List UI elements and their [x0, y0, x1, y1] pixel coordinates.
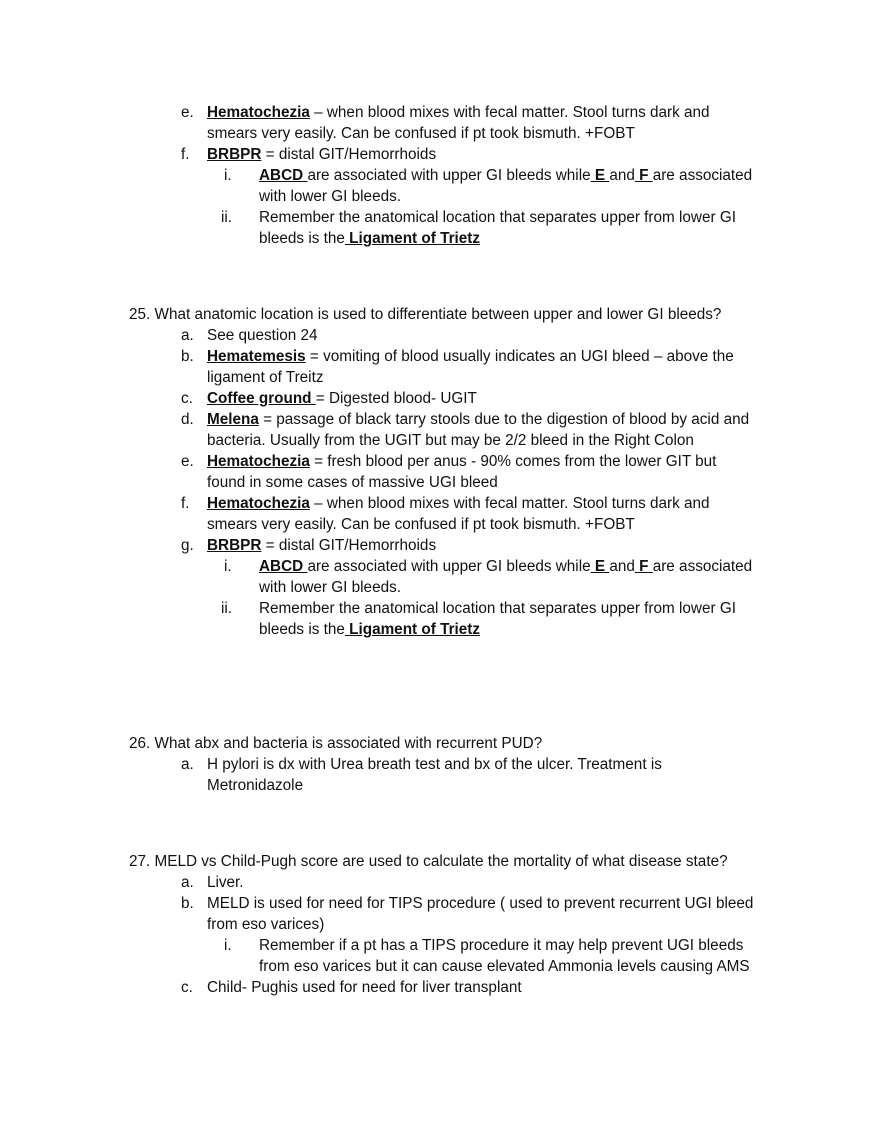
term: Hematochezia — [207, 104, 310, 121]
list-item-text — [207, 102, 710, 123]
item-text: bleeds is the — [259, 230, 345, 247]
list-item-text — [259, 228, 480, 249]
list-item-text: Remember the anatomical location that separates upper from lower GI — [259, 600, 736, 617]
list-marker: c. — [181, 390, 193, 407]
list-item-text: bacteria. Usually from the UGIT but may be 2/2 bleed in the Right Colon — [207, 432, 694, 449]
item-text: are associated with upper GI bleeds while — [307, 558, 591, 575]
list-item-text — [207, 388, 477, 409]
question-26: 26. What abx and bacteria is associated with recurrent PUD? — [129, 735, 543, 752]
term: BRBPR — [207, 146, 262, 163]
term: F — [634, 167, 653, 184]
list-marker: a. — [181, 874, 194, 891]
list-item-text: smears very easily. Can be confused if pt took bismuth. +FOBT — [207, 516, 635, 533]
term: Hematemesis — [207, 348, 306, 365]
list-item-text: Remember if a pt has a TIPS procedure it may help prevent UGI bleeds — [259, 937, 744, 954]
list-marker: i. — [224, 937, 232, 954]
list-item-text: H pylori is dx with Urea breath test and bx of the ulcer. Treatment is — [207, 756, 662, 773]
list-marker: b. — [181, 348, 194, 365]
item-text: and — [609, 558, 635, 575]
list-item-text: See question 24 — [207, 327, 318, 344]
list-item-text — [259, 556, 752, 577]
list-marker: e. — [181, 453, 194, 470]
list-marker: i. — [224, 558, 232, 575]
list-marker: a. — [181, 327, 194, 344]
list-item-text: from eso varices) — [207, 916, 325, 933]
list-item-text: found in some cases of massive UGI bleed — [207, 474, 498, 491]
item-text: are associated — [652, 558, 753, 575]
item-text: – when blood mixes with fecal matter. Stool turns dark and — [309, 495, 710, 512]
list-marker: d. — [181, 411, 194, 428]
term: ABCD — [259, 558, 308, 575]
term: Melena — [207, 411, 259, 428]
list-item-text: with lower GI bleeds. — [259, 579, 401, 596]
list-marker: g. — [181, 537, 194, 554]
list-marker: i. — [224, 167, 232, 184]
item-text: = passage of black tarry stools due to the digestion of blood by acid and — [258, 411, 750, 428]
list-item-text: smears very easily. Can be confused if pt took bismuth. +FOBT — [207, 125, 635, 142]
term: BRBPR — [207, 537, 262, 554]
list-marker: f. — [181, 495, 190, 512]
list-marker: ii. — [221, 209, 233, 226]
list-item-text — [259, 165, 752, 186]
list-item-text: Remember the anatomical location that separates upper from lower GI — [259, 209, 736, 226]
list-item-text — [207, 535, 436, 556]
term: Ligament of Trietz — [344, 230, 481, 247]
term: ABCD — [259, 167, 308, 184]
list-item-text — [207, 144, 436, 165]
item-text: = Digested blood- UGIT — [315, 390, 477, 407]
item-text: = distal GIT/Hemorrhoids — [261, 146, 437, 163]
term: Hematochezia — [207, 453, 310, 470]
list-item-text: ligament of Treitz — [207, 369, 324, 386]
list-marker: a. — [181, 756, 194, 773]
list-item-text: Liver. — [207, 874, 244, 891]
list-item-text: from eso varices but it can cause elevated Ammonia levels causing AMS — [259, 958, 750, 975]
list-item-text — [207, 346, 734, 367]
item-text: = fresh blood per anus - 90% comes from the lower GIT but — [309, 453, 717, 470]
item-text: = vomiting of blood usually indicates an UGI bleed – above the — [305, 348, 734, 365]
list-marker: f. — [181, 146, 190, 163]
term: Coffee ground — [207, 390, 316, 407]
list-item-text: with lower GI bleeds. — [259, 188, 401, 205]
list-item-text — [259, 619, 480, 640]
list-item-text: Child- Pughis used for need for liver transplant — [207, 979, 522, 996]
item-text: – when blood mixes with fecal matter. Stool turns dark and — [309, 104, 710, 121]
list-marker: ii. — [221, 600, 233, 617]
list-item-text: Metronidazole — [207, 777, 304, 794]
item-text: bleeds is the — [259, 621, 345, 638]
list-marker: e. — [181, 104, 194, 121]
list-item-text — [207, 451, 716, 472]
list-marker: b. — [181, 895, 194, 912]
item-text: = distal GIT/Hemorrhoids — [261, 537, 437, 554]
list-marker: c. — [181, 979, 193, 996]
question-27: 27. MELD vs Child-Pugh score are used to calculate the mortality of what disease state? — [129, 853, 728, 870]
term: Hematochezia — [207, 495, 310, 512]
term: F — [634, 558, 653, 575]
term: Ligament of Trietz — [344, 621, 481, 638]
question-25: 25. What anatomic location is used to differentiate between upper and lower GI bleeds? — [129, 306, 722, 323]
list-item-text: MELD is used for need for TIPS procedure ( used to prevent recurrent UGI bleed — [207, 895, 754, 912]
item-text: are associated with upper GI bleeds while — [307, 167, 591, 184]
term: E — [590, 167, 610, 184]
list-item-text — [207, 409, 749, 430]
term: E — [590, 558, 610, 575]
item-text: and — [609, 167, 635, 184]
list-item-text — [207, 493, 710, 514]
item-text: are associated — [652, 167, 753, 184]
